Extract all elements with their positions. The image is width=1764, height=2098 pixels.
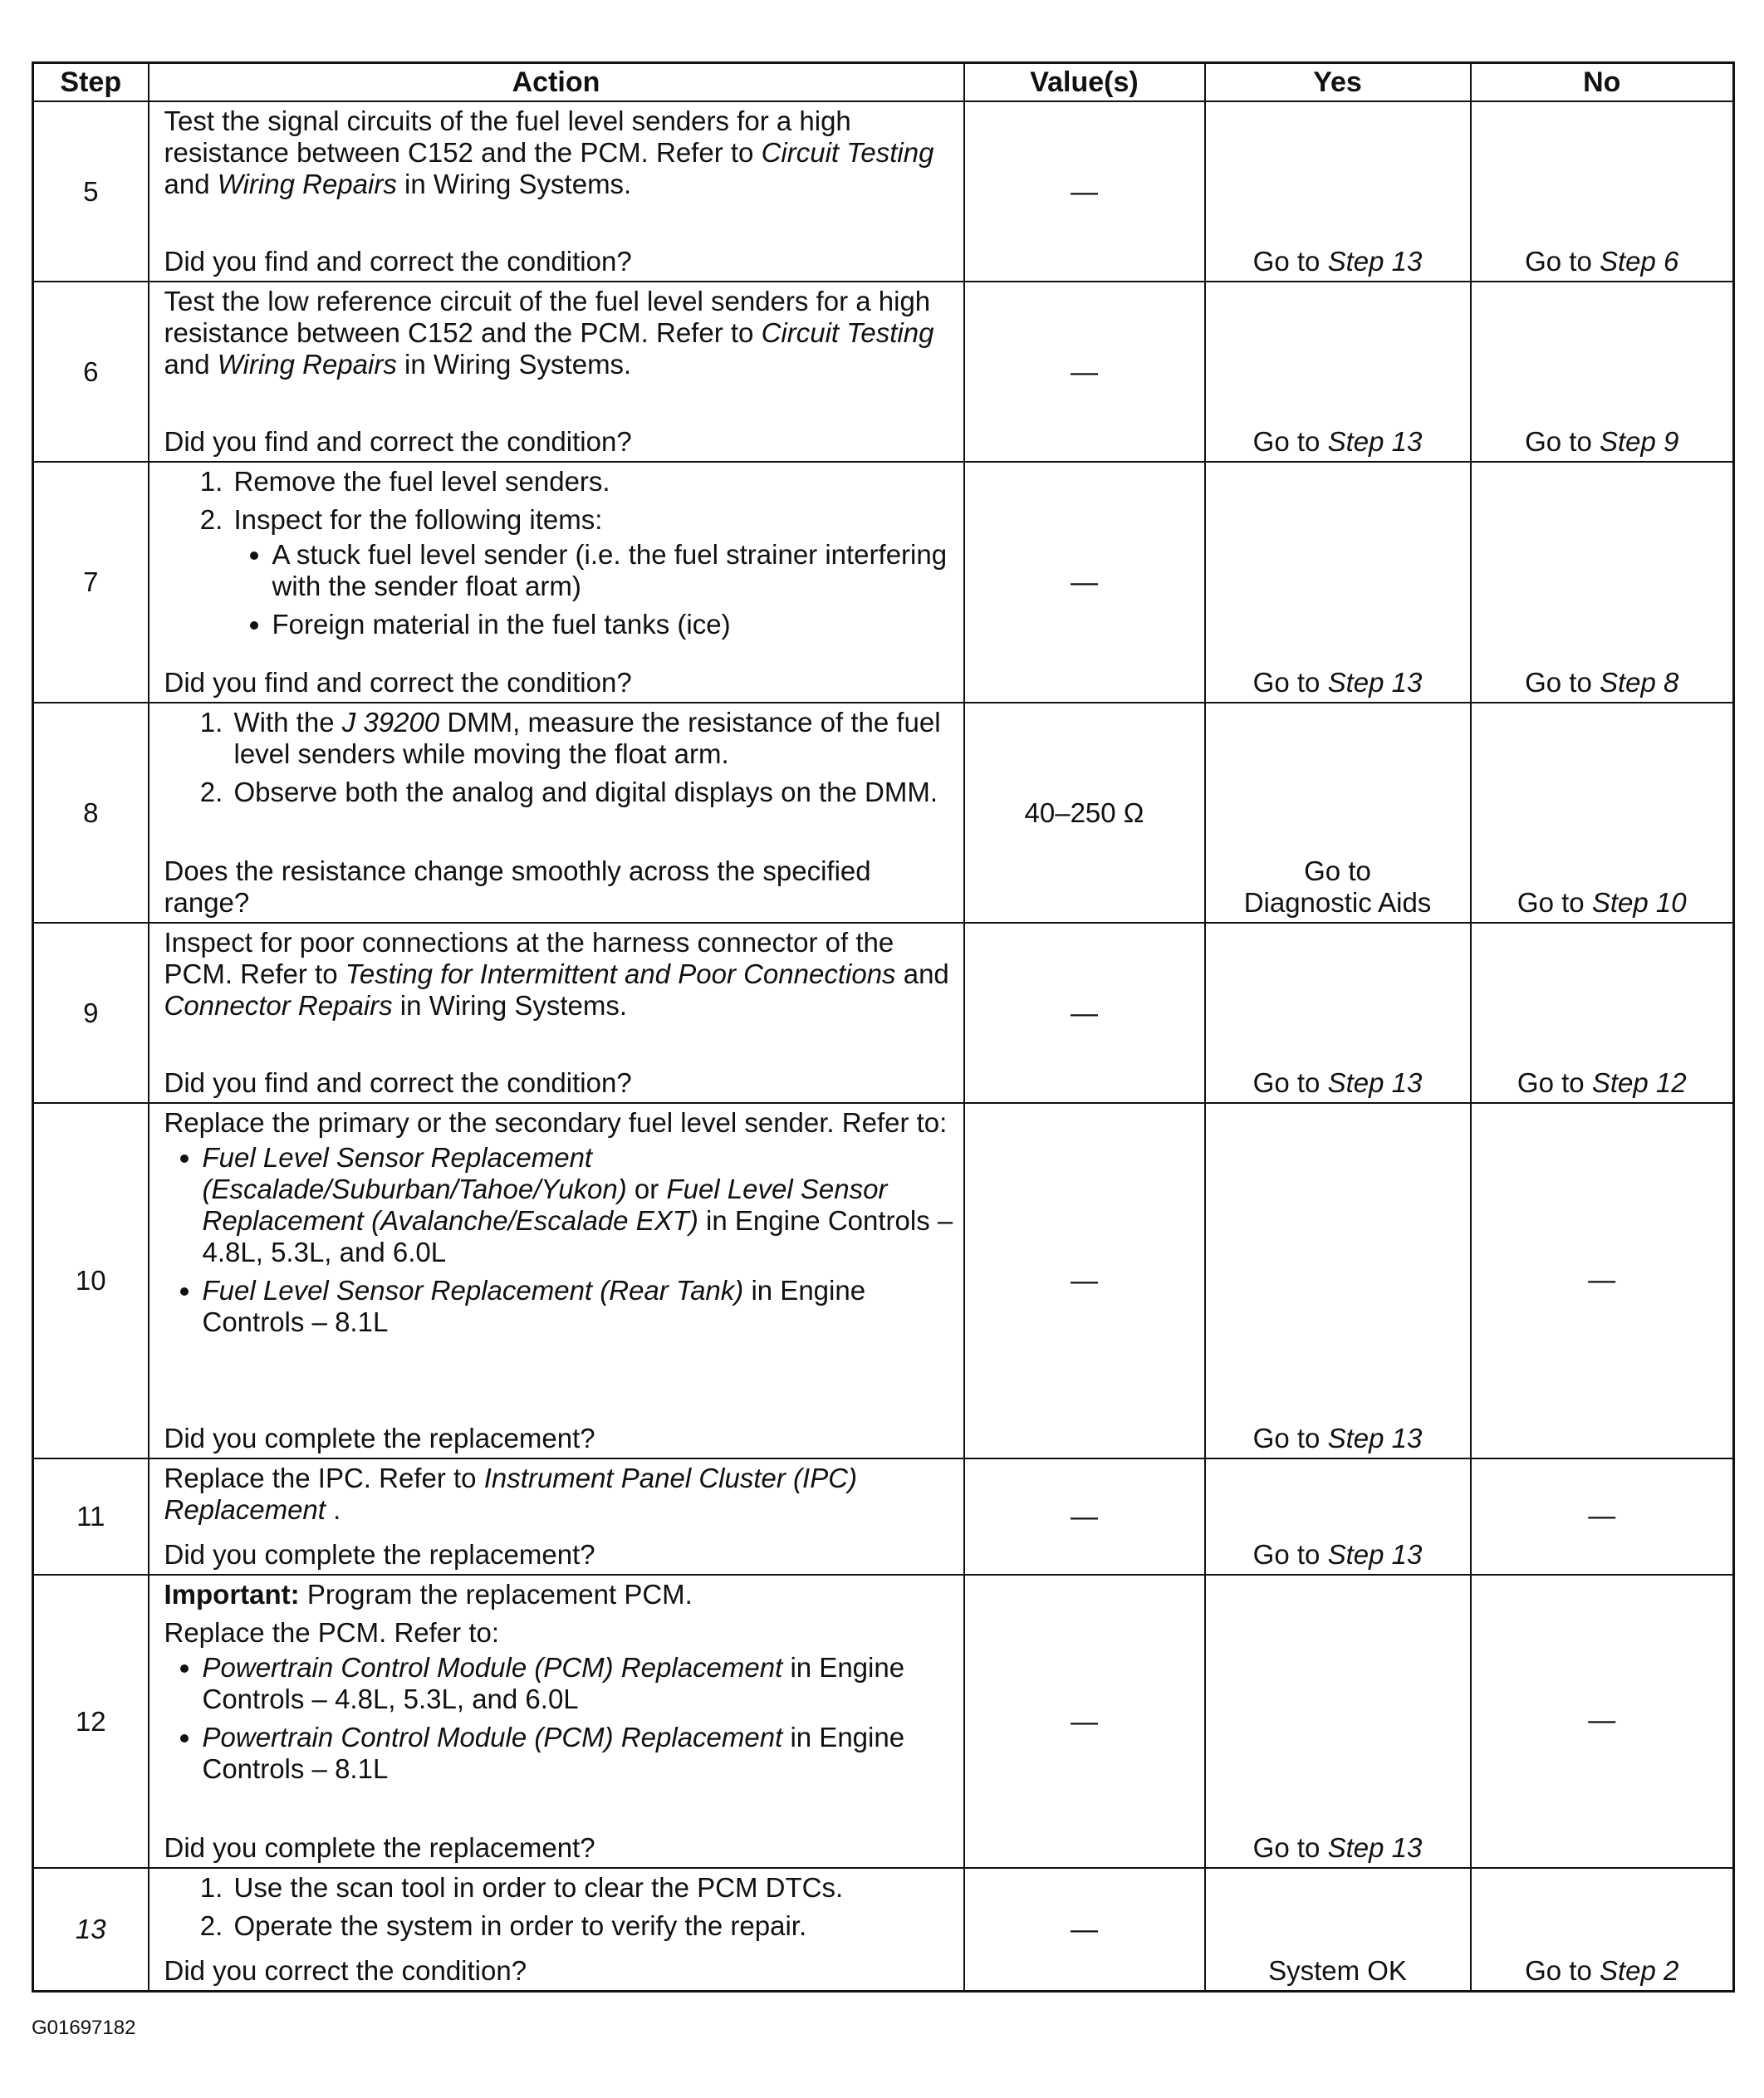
yes-cell[interactable]	[1205, 101, 1471, 282]
goto-text: Go to	[1252, 426, 1328, 457]
reference-link[interactable]: Powertrain Control Module (PCM) Replacement	[202, 1722, 783, 1752]
goto-text: Go to	[1304, 855, 1371, 886]
step-link[interactable]: Step 13	[1327, 1423, 1423, 1453]
header-action: Action	[149, 63, 964, 102]
header-step: Step	[33, 63, 149, 102]
yes-cell[interactable]	[1205, 462, 1471, 703]
value-cell: —	[964, 1868, 1205, 1991]
action-cell	[149, 1575, 964, 1868]
action-text	[164, 1463, 957, 1526]
table-header-row	[33, 63, 1734, 102]
goto-text: Go to	[1252, 667, 1328, 698]
table-row	[33, 101, 1734, 282]
action-cell	[149, 101, 964, 282]
value-cell: —	[964, 101, 1205, 282]
reference-link[interactable]: Circuit Testing	[761, 317, 934, 348]
action-question: Did you find and correct the condition?	[164, 246, 632, 277]
table-row	[33, 462, 1734, 703]
substep-item: 1. Remove the fuel level senders.	[231, 466, 957, 498]
step-number: 9	[33, 923, 149, 1103]
yes-cell[interactable]	[1205, 1103, 1471, 1458]
no-cell[interactable]	[1471, 282, 1734, 462]
action-cell	[149, 1458, 964, 1575]
action-text	[164, 286, 957, 380]
reference-link[interactable]: Fuel Level Sensor Replacement (Escalade/Suburban/Tahoe/Yukon)	[202, 1142, 627, 1204]
step-number: 8	[33, 703, 149, 923]
table-row	[33, 923, 1734, 1103]
header-values: Value(s)	[964, 63, 1205, 102]
value-cell: —	[964, 1103, 1205, 1458]
step-link[interactable]: Step 13	[1327, 246, 1423, 277]
action-question: Does the resistance change smoothly across the specified range?	[164, 855, 871, 918]
step-link[interactable]: Step 13	[1327, 1539, 1423, 1570]
action-question: Did you find and correct the condition?	[164, 667, 632, 698]
goto-text: Go to	[1525, 246, 1600, 277]
reference-link[interactable]: Wiring Repairs	[217, 169, 397, 199]
bullet-item: • Foreign material in the fuel tanks (ice)	[272, 609, 957, 640]
substep-text: Inspect for the following items:	[233, 504, 603, 535]
reference-link[interactable]: Connector Repairs	[164, 990, 393, 1021]
step-number: 5	[33, 101, 149, 282]
step-link[interactable]: Step 13	[1327, 1067, 1423, 1098]
action-text-part: Inspect for poor connections at the harness connector of the PCM. Refer to	[164, 927, 894, 989]
yes-cell[interactable]	[1205, 703, 1471, 923]
step-number: 13	[33, 1868, 149, 1991]
action-question: Did you complete the replacement?	[164, 1423, 595, 1453]
action-cell	[149, 1868, 964, 1991]
no-cell: —	[1471, 1103, 1734, 1458]
step-link[interactable]: Step 12	[1591, 1067, 1687, 1098]
action-text-part: in Wiring Systems.	[392, 990, 628, 1021]
action-question: Did you complete the replacement?	[164, 1539, 595, 1570]
substep-item: 2. Operate the system in order to verify the repair.	[231, 1910, 957, 1942]
step-link[interactable]: Step 13	[1327, 426, 1423, 457]
action-text: Replace the PCM. Refer to:	[164, 1617, 500, 1648]
goto-text: Go to	[1252, 1539, 1328, 1570]
value-cell: —	[964, 1458, 1205, 1575]
action-text-part: and	[164, 169, 218, 199]
substep-text: DMM, measure the resistance of the fuel level senders while moving the float arm.	[233, 707, 941, 769]
goto-text: Go to	[1525, 667, 1600, 698]
action-text-part: and	[164, 349, 218, 380]
no-cell: —	[1471, 1575, 1734, 1868]
goto-text: Go to	[1525, 1954, 1600, 1986]
substep-list	[164, 707, 957, 811]
step-number: 6	[33, 282, 149, 462]
value-cell: —	[964, 282, 1205, 462]
no-cell[interactable]	[1471, 703, 1734, 923]
bullet-text: or	[626, 1174, 667, 1204]
header-yes: Yes	[1205, 63, 1471, 102]
bullet-list	[164, 1652, 957, 1792]
header-no: No	[1471, 63, 1734, 102]
reference-link[interactable]: Powertrain Control Module (PCM) Replacement	[202, 1652, 783, 1683]
bullet-list	[164, 1142, 957, 1345]
table-row	[33, 1103, 1734, 1458]
reference-link[interactable]: Wiring Repairs	[217, 349, 397, 380]
action-question: Did you correct the condition?	[164, 1954, 527, 1986]
action-cell	[149, 462, 964, 703]
action-text: Replace the primary or the secondary fuel level sender. Refer to:	[164, 1107, 948, 1138]
substep-item: 1. Use the scan tool in order to clear the PCM DTCs.	[231, 1872, 957, 1904]
step-link[interactable]: Step 9	[1599, 426, 1679, 457]
substep-text: With the	[233, 707, 342, 738]
bullet-item	[203, 1722, 957, 1785]
action-cell	[149, 703, 964, 923]
yes-cell[interactable]	[1205, 1575, 1471, 1868]
substep-item: 2. Observe both the analog and digital displays on the DMM.	[231, 777, 957, 808]
no-cell[interactable]	[1471, 1868, 1734, 1991]
step-number: 7	[33, 462, 149, 703]
important-label: Important:	[164, 1579, 300, 1610]
action-cell	[149, 1103, 964, 1458]
goto-text: Go to	[1252, 1067, 1328, 1098]
substep-list	[164, 1872, 957, 1945]
diagnostic-steps-table	[32, 61, 1735, 1993]
table-row	[33, 1575, 1734, 1868]
bullet-item	[203, 1652, 957, 1715]
reference-link[interactable]: Testing for Intermittent and Poor Connections	[345, 958, 896, 989]
table-row	[33, 282, 1734, 462]
bullet-item: • A stuck fuel level sender (i.e. the fuel strainer interfering with the sender float arm)	[272, 539, 957, 602]
step-link[interactable]: Step 8	[1599, 667, 1679, 698]
goto-text: Go to	[1517, 1067, 1592, 1098]
diagnostic-aids-link[interactable]: Diagnostic Aids	[1243, 887, 1432, 918]
value-cell: —	[964, 923, 1205, 1103]
goto-text: Go to	[1252, 246, 1328, 277]
action-text-part: and	[895, 958, 949, 989]
action-text	[164, 927, 957, 1022]
substep-list	[164, 466, 957, 647]
diagnostic-table-container	[32, 61, 1732, 1993]
no-cell[interactable]	[1471, 101, 1734, 282]
important-note	[164, 1579, 957, 1610]
action-text-part: .	[325, 1494, 341, 1525]
value-cell: —	[964, 462, 1205, 703]
bullet-text: in Engine Controls – 4.8L, 5.3L, and 6.0L	[202, 1205, 953, 1267]
bullet-text: in Engine Controls – 8.1L	[202, 1275, 866, 1337]
action-text-part: Replace the IPC. Refer to	[164, 1463, 484, 1493]
action-cell	[149, 923, 964, 1103]
step-number: 12	[33, 1575, 149, 1868]
step-link[interactable]: Step 6	[1599, 246, 1679, 277]
reference-link[interactable]: Fuel Level Sensor Replacement (Avalanche/Escalade EXT)	[202, 1174, 888, 1236]
step-link[interactable]: Step 10	[1591, 887, 1687, 918]
figure-code: G01697182	[32, 2017, 136, 2039]
important-text: Program the replacement PCM.	[299, 1579, 693, 1610]
reference-link[interactable]: Instrument Panel Cluster (IPC) Replacement	[164, 1463, 858, 1525]
goto-text: Go to	[1517, 887, 1592, 918]
reference-link[interactable]: Circuit Testing	[761, 137, 934, 168]
table-row	[33, 703, 1734, 923]
yes-cell[interactable]	[1205, 282, 1471, 462]
no-cell: —	[1471, 1458, 1734, 1575]
bullet-text: in Engine Controls – 8.1L	[202, 1722, 905, 1784]
goto-text: Go to	[1525, 426, 1600, 457]
action-text-part: in Wiring Systems.	[396, 169, 632, 199]
action-text-part: in Wiring Systems.	[396, 349, 632, 380]
goto-text: Go to	[1252, 1832, 1328, 1863]
action-question: Did you find and correct the condition?	[164, 1067, 632, 1098]
tool-reference: J 39200	[341, 707, 440, 738]
reference-link[interactable]: Fuel Level Sensor Replacement (Rear Tank)	[202, 1275, 744, 1306]
substep-item	[231, 707, 957, 770]
table-row	[33, 1458, 1734, 1575]
action-text-part: Test the low reference circuit of the fuel level senders for a high resistance between C152 and the PCM. Refer to	[164, 286, 931, 348]
yes-cell[interactable]	[1205, 1458, 1471, 1575]
value-cell: —	[964, 1575, 1205, 1868]
action-text-part: Test the signal circuits of the fuel level senders for a high resistance between C152 and the PCM. Refer to	[164, 105, 851, 168]
bullet-text: in Engine Controls – 4.8L, 5.3L, and 6.0L	[202, 1652, 905, 1714]
yes-cell[interactable]	[1205, 923, 1471, 1103]
no-cell[interactable]	[1471, 462, 1734, 703]
substep-item	[231, 504, 957, 640]
goto-text: Go to	[1252, 1423, 1328, 1453]
action-question: Did you find and correct the condition?	[164, 426, 632, 457]
bullet-item	[203, 1275, 957, 1338]
yes-cell: System OK	[1205, 1868, 1471, 1991]
bullet-item	[203, 1142, 957, 1268]
no-cell[interactable]	[1471, 923, 1734, 1103]
action-question: Did you complete the replacement?	[164, 1832, 595, 1863]
step-number: 11	[33, 1458, 149, 1575]
step-link[interactable]: Step 13	[1327, 667, 1423, 698]
value-cell: 40–250 Ω	[964, 703, 1205, 923]
action-cell	[149, 282, 964, 462]
table-row	[33, 1868, 1734, 1991]
bullet-list	[234, 539, 957, 640]
step-link[interactable]: Step 2	[1599, 1954, 1679, 1986]
step-number: 10	[33, 1103, 149, 1458]
action-text	[164, 105, 957, 200]
step-link[interactable]: Step 13	[1327, 1832, 1423, 1863]
